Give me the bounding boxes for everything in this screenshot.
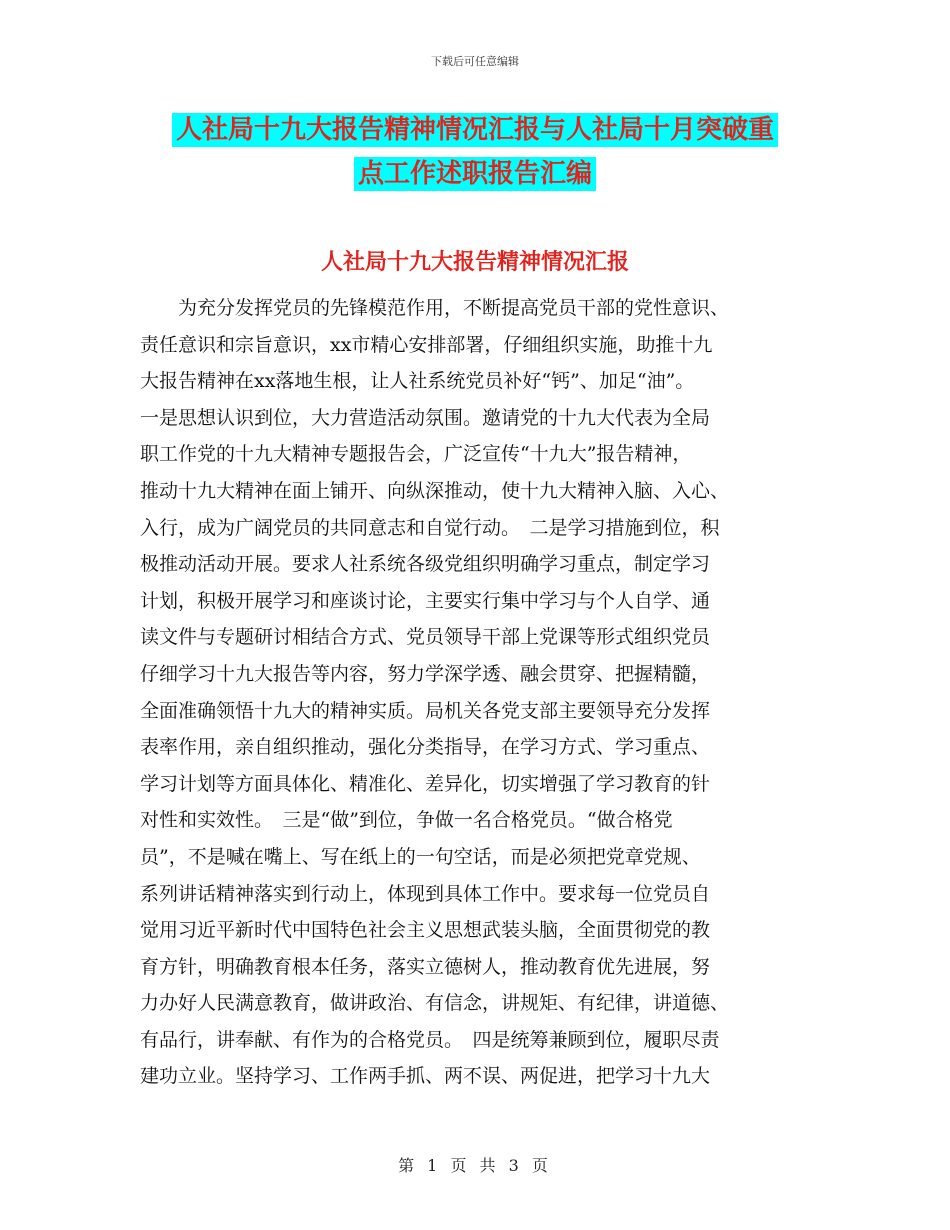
body-line: 员”，不是喊在嘴上、写在纸上的一句空话，而是必须把党章党规、: [140, 845, 701, 868]
main-title-line1-text: 人社局十九大报告精神情况汇报与人社局十月突破重: [172, 113, 778, 147]
body-line: 计划，积极开展学习和座谈讨论，主要实行集中学习与个人自学、通: [140, 589, 711, 612]
body-line: 大报告精神在xx落地生根，让人社系统党员补好“钙”、加足“油”。: [140, 370, 695, 393]
body-line: 一是思想认识到位，大力营造活动氛围。邀请党的十九大代表为全局: [140, 406, 711, 429]
body-line: 职工作党的十九大精神专题报告会，广泛宣传“十九大”报告精神，: [140, 443, 692, 466]
body-line: 表率作用，亲自组织推动，强化分类指导，在学习方式、学习重点、: [140, 736, 711, 759]
body-line: 建功立业。坚持学习、工作两手抓、两不误、两促进，把学习十九大: [140, 1065, 711, 1088]
body-line: 责任意识和宗旨意识，xx市精心安排部署，仔细组织实施，助推十九: [140, 333, 713, 356]
main-title-line2-text: 点工作述职报告汇编: [354, 157, 596, 191]
main-title-line1: [0, 110, 950, 150]
body-line: 系列讲话精神落实到行动上，体现到具体工作中。要求每一位党员自: [140, 882, 711, 905]
body-line: 力办好人民满意教育，做讲政治、有信念，讲规矩、有纪律，讲道德、: [140, 992, 730, 1015]
section-title: 人社局十九大报告精神情况汇报: [320, 250, 629, 275]
body-line: 对性和实效性。 三是“做”到位，争做一名合格党员。“做合格党: [140, 809, 673, 832]
body-line: 推动十九大精神在面上铺开、向纵深推动，使十九大精神入脑、入心、: [140, 479, 730, 502]
header-note: 下载后可任意编辑: [431, 55, 519, 68]
body-text: [140, 290, 820, 1095]
body-line: 觉用习近平新时代中国特色社会主义思想武装头脑，全面贯彻党的教: [140, 919, 711, 942]
body-line: 极推动活动开展。要求人社系统各级党组织明确学习重点，制定学习: [140, 553, 711, 576]
body-line: 仔细学习十九大报告等内容，努力学深学透、融会贯穿、把握精髓，: [140, 662, 711, 685]
body-line: 学习计划等方面具体化、精准化、差异化，切实增强了学习教育的针: [140, 772, 711, 795]
body-line: 读文件与专题研讨相结合方式、党员领导干部上党课等形式组织党员: [140, 626, 711, 649]
body-line: 入行，成为广阔党员的共同意志和自觉行动。 二是学习措施到位，积: [140, 516, 720, 539]
main-title-line2: [0, 154, 950, 194]
body-line: 育方针，明确教育根本任务，落实立德树人，推动教育优先进展，努: [140, 955, 711, 978]
body-line: 为充分发挥党员的先锋模范作用，不断提高党员干部的党性意识、: [140, 297, 730, 319]
body-line: 有品行，讲奉献、有作为的合格党员。 四是统筹兼顾到位，履职尽责: [140, 1028, 720, 1051]
page-footer: 第 1 页 共 3 页: [398, 1156, 552, 1175]
body-line: 全面准确领悟十九大的精神实质。局机关各党支部主要领导充分发挥: [140, 699, 711, 722]
